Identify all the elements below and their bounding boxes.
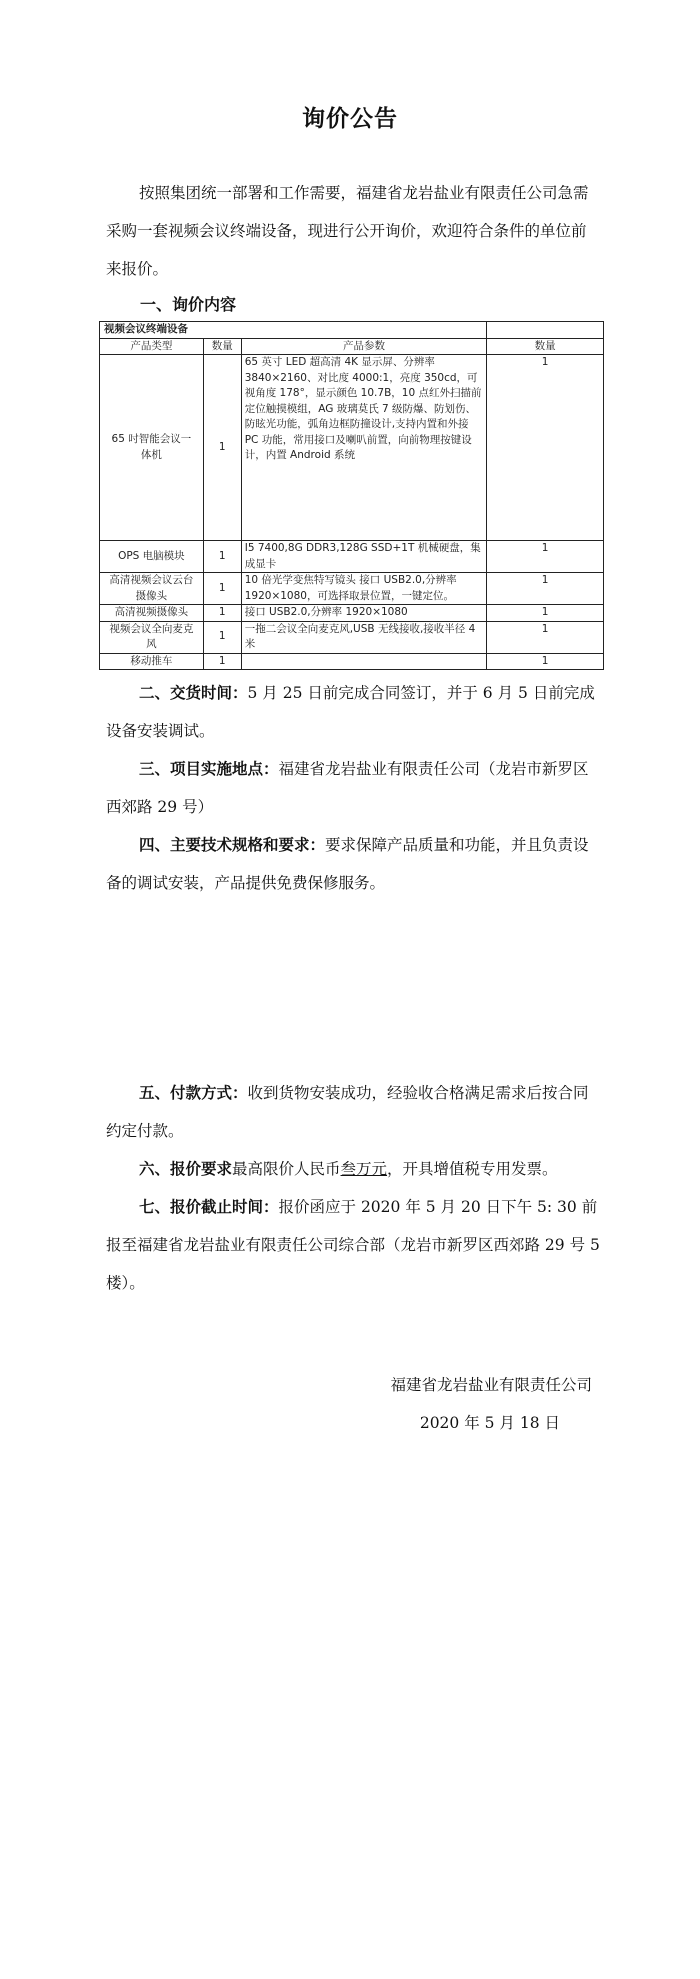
section6-paragraph	[106, 1150, 601, 1188]
section6-amount: 叁万元	[340, 1160, 388, 1178]
table-header-row	[100, 338, 604, 355]
cell-type: 65 吋智能会议一体机	[100, 355, 204, 541]
cell-type: 移动推车	[100, 653, 204, 670]
signature-date: 2020 年 5 月 18 日	[419, 1414, 560, 1432]
cell-params: I5 7400,8G DDR3,128G SSD+1T 机械硬盘，集成显卡	[241, 541, 487, 573]
cell-qty2: 1	[487, 355, 604, 541]
section4-text: 要求保障产品质量和功能，并且负责设备的调试安装，产品提供免费保修服务。	[106, 836, 589, 892]
section6-label: 六、报价要求	[139, 1160, 233, 1178]
section1-heading: 一、询价内容	[140, 295, 237, 314]
cell-type: 视频会议全向麦克风	[100, 621, 204, 653]
cell-params: 10 倍光学变焦特写镜头 接口 USB2.0,分辨率 1920×1080，可选择取景位置，一键定位。	[241, 573, 487, 605]
section4-label: 四、主要技术规格和要求：	[139, 836, 326, 854]
header-qty2: 数量	[487, 338, 604, 355]
table-row	[100, 355, 604, 541]
table-row	[100, 573, 604, 605]
section3-text: 福建省龙岩盐业有限责任公司（龙岩市新罗区西郊路 29 号）	[106, 760, 589, 816]
cell-qty2: 1	[487, 605, 604, 622]
header-qty: 数量	[203, 338, 241, 355]
section4-paragraph	[106, 826, 601, 902]
cell-qty: 1	[203, 541, 241, 573]
section2-paragraph	[106, 674, 601, 750]
cell-qty: 1	[203, 605, 241, 622]
cell-params: 接口 USB2.0,分辨率 1920×1080	[241, 605, 487, 622]
cell-type: OPS 电脑模块	[100, 541, 204, 573]
section6-text-post: ，开具增值税专用发票。	[387, 1160, 558, 1178]
signature-company: 福建省龙岩盐业有限责任公司	[390, 1376, 592, 1394]
cell-params: 一拖二会议全向麦克风,USB 无线接收,接收半径 4 米	[241, 621, 487, 653]
cell-qty: 1	[203, 573, 241, 605]
section2-label: 二、交货时间：	[139, 684, 248, 702]
section7-text: 报价函应于 2020 年 5 月 20 日下午 5: 30 前报至福建省龙岩盐业有限责任公司综合部（龙岩市新罗区西郊路 29 号 5 楼）。	[106, 1198, 600, 1292]
section5-paragraph	[106, 1074, 601, 1150]
cell-type: 高清视频会议云台摄像头	[100, 573, 204, 605]
equipment-table	[99, 321, 604, 670]
table-row	[100, 621, 604, 653]
section6-text-pre: 最高限价人民币	[232, 1160, 341, 1178]
page-title: 询价公告	[302, 106, 398, 132]
table-row	[100, 541, 604, 573]
cell-qty2: 1	[487, 653, 604, 670]
section7-label: 七、报价截止时间：	[139, 1198, 279, 1216]
cell-qty: 1	[203, 653, 241, 670]
cell-params	[241, 653, 487, 670]
cell-type: 高清视频摄像头	[100, 605, 204, 622]
table-row	[100, 653, 604, 670]
intro-paragraph: 按照集团统一部署和工作需要，福建省龙岩盐业有限责任公司急需采购一套视频会议终端设备，现进行公开询价，欢迎符合条件的单位前来报价。	[106, 184, 589, 278]
table-row	[100, 605, 604, 622]
cell-qty2: 1	[487, 541, 604, 573]
cell-params: 65 英寸 LED 超高清 4K 显示屏、分辨率 3840×2160、对比度 4000:1，亮度 350cd，可视角度 178°，显示颜色 10.7B，10 点红外扫描前定位触摸模组，AG 玻璃莫氏 7 级防爆、防划伤、防眩光功能，弧角边框防撞设计,支持内置和外接 PC 功能，常用接口及喇叭前置，向前物理按键设计，内置 Android 系统	[241, 355, 487, 541]
section2-text: 5 月 25 日前完成合同签订，并于 6 月 5 日前完成设备安装调试。	[106, 684, 595, 740]
section5-text: 收到货物安装成功，经验收合格满足需求后按合同约定付款。	[106, 1084, 589, 1140]
section7-paragraph	[106, 1188, 601, 1302]
table-caption: 视频会议终端设备	[100, 322, 487, 339]
header-type: 产品类型	[100, 338, 204, 355]
section5-label: 五、付款方式：	[139, 1084, 248, 1102]
cell-qty2: 1	[487, 621, 604, 653]
section3-paragraph	[106, 750, 601, 826]
header-params: 产品参数	[241, 338, 487, 355]
section3-label: 三、项目实施地点：	[139, 760, 279, 778]
cell-qty2: 1	[487, 573, 604, 605]
cell-qty: 1	[203, 355, 241, 541]
table-caption-row	[100, 322, 604, 339]
cell-qty: 1	[203, 621, 241, 653]
